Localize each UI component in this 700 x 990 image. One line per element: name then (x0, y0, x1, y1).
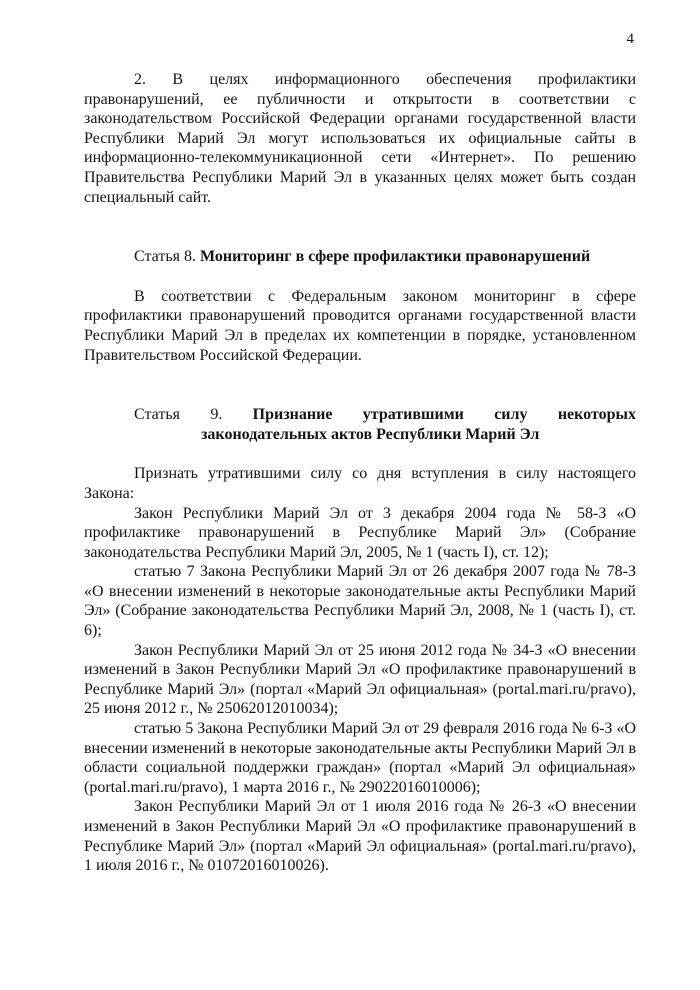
spacer (84, 444, 636, 464)
spacer (84, 267, 636, 287)
repealed-act-item: Закон Республики Марий Эл от 3 декабря 2004 года № 58-З «О профилактике правонарушений в Республике Марий Эл» (Собрание законодательства Республики Марий Эл, 2005, № 1 (часть I), ст. 12); (84, 504, 636, 561)
article7-item2-paragraph: 2. В целях информационного обеспечения профилактики правонарушений, ее публичности и открытости в соответствии с законодательством Российской Федерации органами государственной власти Республики Марий Эл могут использоваться их официальные сайты в информационно-телекоммуникационной сети «Интернет». По решению Правительства Республики Марий Эл в указанных целях может быть создан специальный сайт. (84, 71, 636, 206)
article9-title-line2: законодательных актов Республики Марий Эл (201, 425, 540, 443)
page-number: 4 (626, 31, 634, 47)
article8-prefix: Статья 8. (134, 248, 196, 266)
article9-heading-line1 (84, 405, 636, 425)
article9-intro: Признать утратившими силу со дня вступления в силу настоящего Закона: (84, 465, 636, 502)
article8-body: В соответствии с Федеральным законом мониторинг в сфере профилактики правонарушений проводится органами государственной власти Республики Марий Эл в пределах их компетенции в порядке, установленном Правительством Российской Федерации. (84, 287, 636, 364)
article9-title-line1: Признание утратившими силу некоторых (252, 406, 636, 424)
repealed-act-item: Закон Республики Марий Эл от 1 июля 2016 года № 26-З «О внесении изменений в Закон Республики Марий Эл «О профилактике правонарушений в Республике Марий Эл» (портал «Марий Эл официальная» (portal.mari.ru/pravo), 1 июля 2016 г., № 01072016010026). (84, 798, 636, 875)
spacer (84, 207, 636, 247)
article8-heading (84, 247, 636, 267)
repealed-act-item: Закон Республики Марий Эл от 25 июня 2012 года № 34-З «О внесении изменений в Закон Республики Марий Эл «О профилактике правонарушений в Республике Марий Эл» (портал «Марий Эл официальная» (portal.mari.ru/pravo), 25 июня 2012 г., № 25062012010034); (84, 641, 636, 718)
article8-title: Мониторинг в сфере профилактики правонарушений (199, 248, 591, 266)
document-body (84, 70, 636, 876)
spacer (84, 365, 636, 405)
repealed-act-item: статью 7 Закона Республики Марий Эл от 26 декабря 2007 года № 78-З «О внесении изменений в некоторые законодательные акты Республики Марий Эл» (Собрание законодательства Республики Марий Эл, 2008, № 1 (часть I), ст. 6); (84, 563, 636, 640)
article9-prefix: Статья 9. (134, 406, 223, 424)
repealed-act-item: статью 5 Закона Республики Марий Эл от 29 февраля 2016 года № 6-З «О внесении изменений в некоторые законодательные акты Республики Марий Эл в области социальной поддержки граждан» (портал «Марий Эл официальная» (portal.mari.ru/pravo), 1 марта 2016 г., № 29022016010006); (84, 720, 636, 796)
